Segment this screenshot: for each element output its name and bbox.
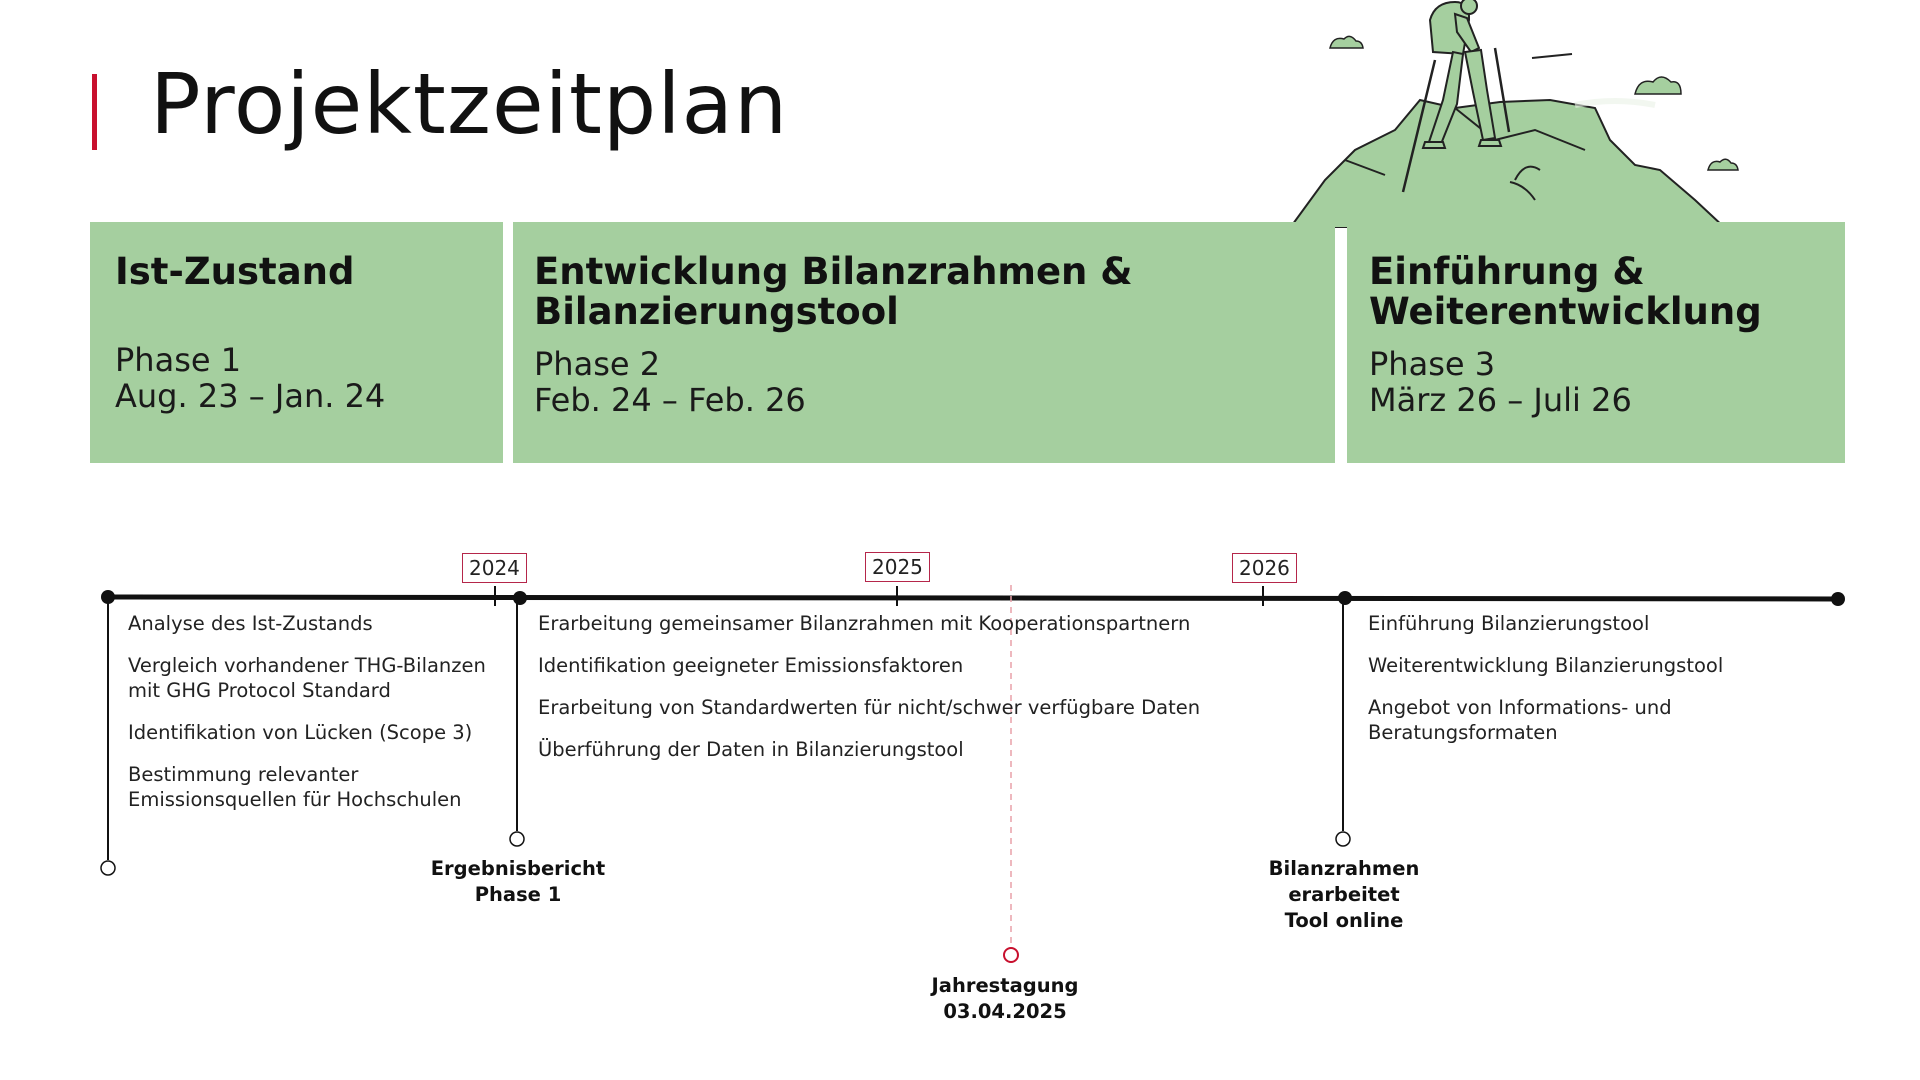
list-item: Analyse des Ist-Zustands: [128, 612, 373, 635]
phase-1-period: Aug. 23 – Jan. 24: [115, 377, 386, 415]
list-item: Bestimmung relevanter Emissionsquellen für Hochschulen: [128, 763, 462, 811]
phase1-end-marker: [101, 861, 115, 875]
milestone2-marker: [1336, 832, 1350, 846]
milestone-bilanzrahmen: Bilanzrahmen erarbeitet Tool online: [1268, 857, 1420, 932]
phase-3-label: Phase 3: [1369, 345, 1496, 383]
phase-2-title: Entwicklung Bilanzrahmen & Bilanzierungstool: [534, 250, 1133, 333]
phase1-task-list: [128, 611, 518, 812]
phase2-task-list: [538, 611, 1338, 762]
list-item: Erarbeitung gemeinsamer Bilanzrahmen mit Kooperationspartnern: [538, 612, 1191, 635]
milestone3-marker: [1004, 948, 1018, 962]
list-item: Überführung der Daten in Bilanzierungstool: [538, 738, 964, 761]
phase-1-label: Phase 1: [115, 341, 242, 379]
list-item: Vergleich vorhandener THG-Bilanzen mit GHG Protocol Standard: [128, 654, 486, 702]
timeline-axis: [108, 597, 1838, 599]
year-label-2026: 2026: [1232, 553, 1297, 583]
year-label-2025: 2025: [865, 552, 930, 582]
cloud-icon: [1708, 159, 1738, 170]
phase3-task-list: [1368, 611, 1818, 745]
phase-3-period: März 26 – Juli 26: [1369, 381, 1632, 419]
list-item: Einführung Bilanzierungstool: [1368, 612, 1650, 635]
title-accent-bar: [92, 74, 97, 150]
list-item: Identifikation von Lücken (Scope 3): [128, 721, 473, 744]
list-item: Weiterentwicklung Bilanzierungstool: [1368, 654, 1724, 677]
timeline-phase3-dot: [1338, 591, 1352, 605]
phase-2-period: Feb. 24 – Feb. 26: [534, 381, 806, 419]
hiker-on-mountain-illustration: [1285, 0, 1770, 228]
list-item: Erarbeitung von Standardwerten für nicht/schwer verfügbare Daten: [538, 696, 1201, 719]
phase-1-box: [90, 222, 503, 463]
page-title: Projektzeitplan: [150, 55, 789, 153]
timeline-start-dot: [101, 590, 115, 604]
timeline-phase2-dot: [513, 591, 527, 605]
milestone-jahrestagung: Jahrestagung 03.04.2025: [931, 974, 1079, 1023]
phase-2-box: [513, 222, 1335, 463]
list-item: Angebot von Informations- und Beratungsformaten: [1368, 696, 1672, 744]
phase-3-box: [1347, 222, 1845, 463]
cloud-icon: [1330, 36, 1363, 48]
cloud-icon: [1635, 77, 1681, 94]
year-label-2024: 2024: [462, 553, 527, 583]
phase-1-title: Ist-Zustand: [115, 250, 355, 293]
phase-2-label: Phase 2: [534, 345, 661, 383]
milestone1-marker: [510, 832, 524, 846]
list-item: Identifikation geeigneter Emissionsfaktoren: [538, 654, 964, 677]
milestone-ergebnisbericht: Ergebnisbericht Phase 1: [430, 857, 606, 906]
phase-3-title: Einführung & Weiterentwicklung: [1369, 250, 1762, 333]
timeline-end-dot: [1831, 592, 1845, 606]
